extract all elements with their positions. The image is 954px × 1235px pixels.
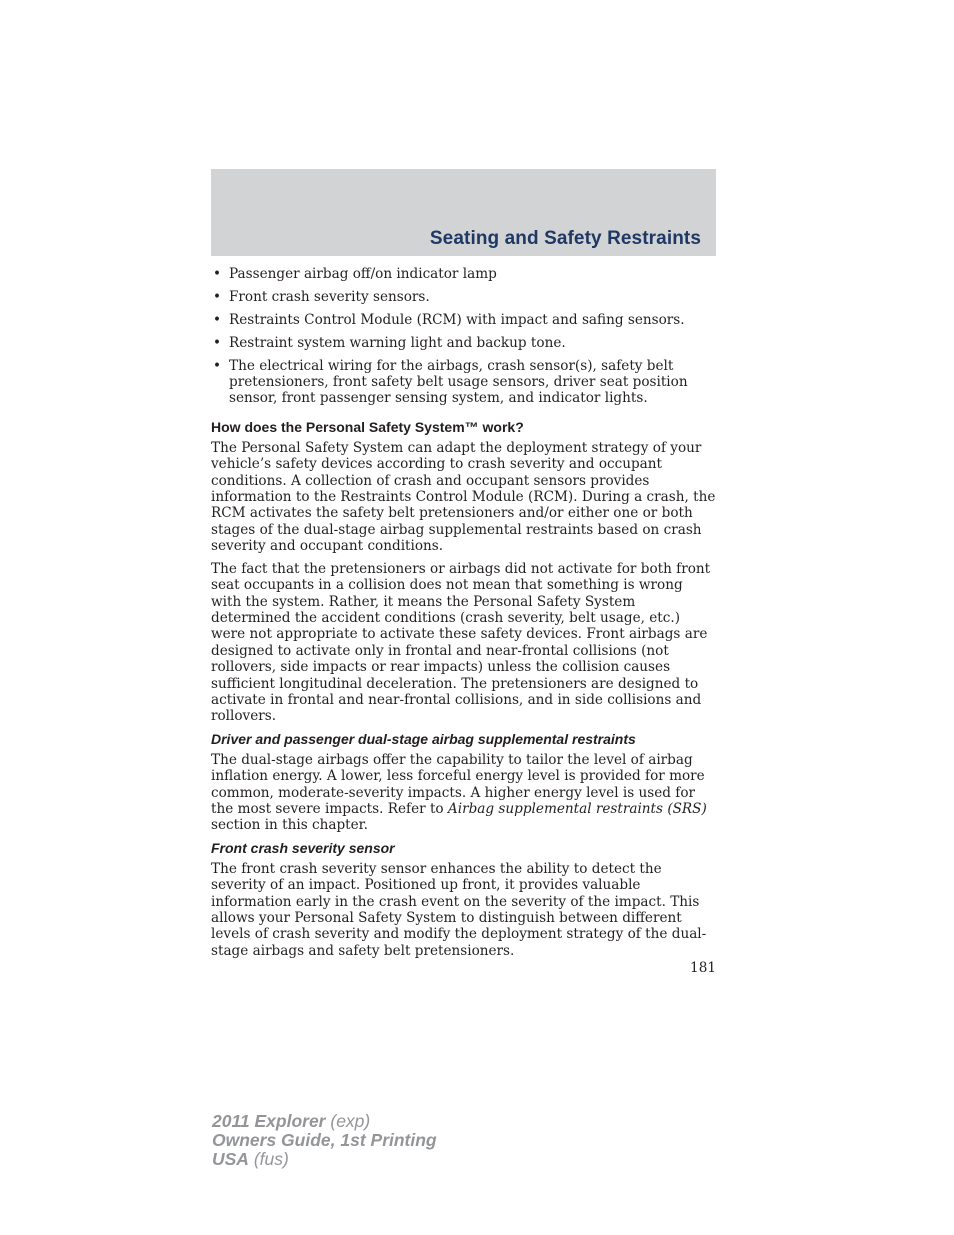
- bullet-icon: •: [213, 311, 222, 328]
- list-item: [211, 312, 716, 328]
- dual-stage-text-end: section in this chapter.: [211, 817, 368, 834]
- front-crash-heading: Front crash severity sensor: [211, 839, 395, 856]
- pss-paragraph-2: The fact that the pretensioners or airbags did not activate for both front seat occupants in a collision does not mean that something is wrong with the system. Rather, it means the Personal Safety System determined the accident conditions (crash severity, belt usage, etc.) were not appropriate to activate these safety devices. Front airbags are designed to activate only in frontal and near-frontal collisions (not rollovers, side impacts or rear impacts) unless the collision causes sufficient longitudinal deceleration. The pretensioners are designed to activate in frontal and near-frontal collisions, and in side collisions and rollovers.: [211, 560, 711, 725]
- list-item-text: Passenger airbag off/on indicator lamp: [229, 266, 497, 282]
- bullet-icon: •: [213, 266, 222, 282]
- dual-stage-paragraph: [211, 752, 716, 834]
- footer-model: 2011 Explorer: [212, 1111, 326, 1131]
- list-item-text: The electrical wiring for the airbags, crash sensor(s), safety belt pretensioners, front safety belt usage sensors, driver seat position sensor, front passenger sensing system, and indicator lights.: [229, 357, 688, 407]
- footer-model-code: (exp): [325, 1111, 371, 1131]
- component-list: [211, 266, 716, 407]
- footer-line-2: Owners Guide, 1st Printing: [212, 1130, 437, 1150]
- bullet-icon: •: [213, 334, 222, 351]
- page-content: [211, 266, 716, 965]
- footer-imprint: [212, 1112, 437, 1169]
- dual-stage-text-start: The dual-stage airbags offer the capability to tailor the level of airbag inflation energy. A lower, less forceful energy level is provided for more common, moderate-severity impacts. A higher energy level is used for the most severe impacts. Refer to: [211, 751, 705, 817]
- footer-market: USA: [212, 1149, 249, 1169]
- footer-line-3: [212, 1150, 437, 1169]
- front-crash-paragraph: The front crash severity sensor enhances the ability to detect the severity of an impact. Positioned up front, it provides valuable information early in the crash event on the severity of the impact. This allows your Personal Safety System to distinguish between different levels of crash severity and modify the deployment strategy of the dual-stage airbags and safety belt pretensioners.: [211, 860, 707, 959]
- list-item: [211, 266, 716, 282]
- section-title: Seating and Safety Restraints: [429, 228, 701, 249]
- list-item-text: Front crash severity sensors.: [229, 288, 430, 305]
- list-item: [211, 289, 716, 305]
- bullet-icon: •: [213, 357, 222, 374]
- page-number: 181: [690, 960, 716, 976]
- footer-market-code: (fus): [248, 1149, 289, 1169]
- bullet-icon: •: [213, 288, 222, 305]
- pss-paragraph-1: The Personal Safety System can adapt the deployment strategy of your vehicle’s safety devices according to crash severity and occupant conditions. A collection of crash and occupant sensors provides information to the Restraints Control Module (RCM). During a crash, the RCM activates the safety belt pretensioners and/or either one or both stages of the dual-stage airbag supplemental restraints based on crash severity and occupant conditions.: [211, 439, 716, 555]
- section-header-band: [211, 169, 716, 256]
- list-item: [211, 335, 716, 351]
- list-item-text: Restraints Control Module (RCM) with impact and safing sensors.: [229, 311, 685, 328]
- footer-line-1: [212, 1112, 437, 1131]
- list-item-text: Restraint system warning light and backup tone.: [229, 334, 566, 351]
- list-item: [211, 358, 716, 407]
- pss-heading: How does the Personal Safety System™ work?: [211, 418, 524, 435]
- dual-stage-heading: Driver and passenger dual-stage airbag supplemental restraints: [211, 730, 636, 747]
- srs-section-reference: Airbag supplemental restraints (SRS): [447, 800, 707, 817]
